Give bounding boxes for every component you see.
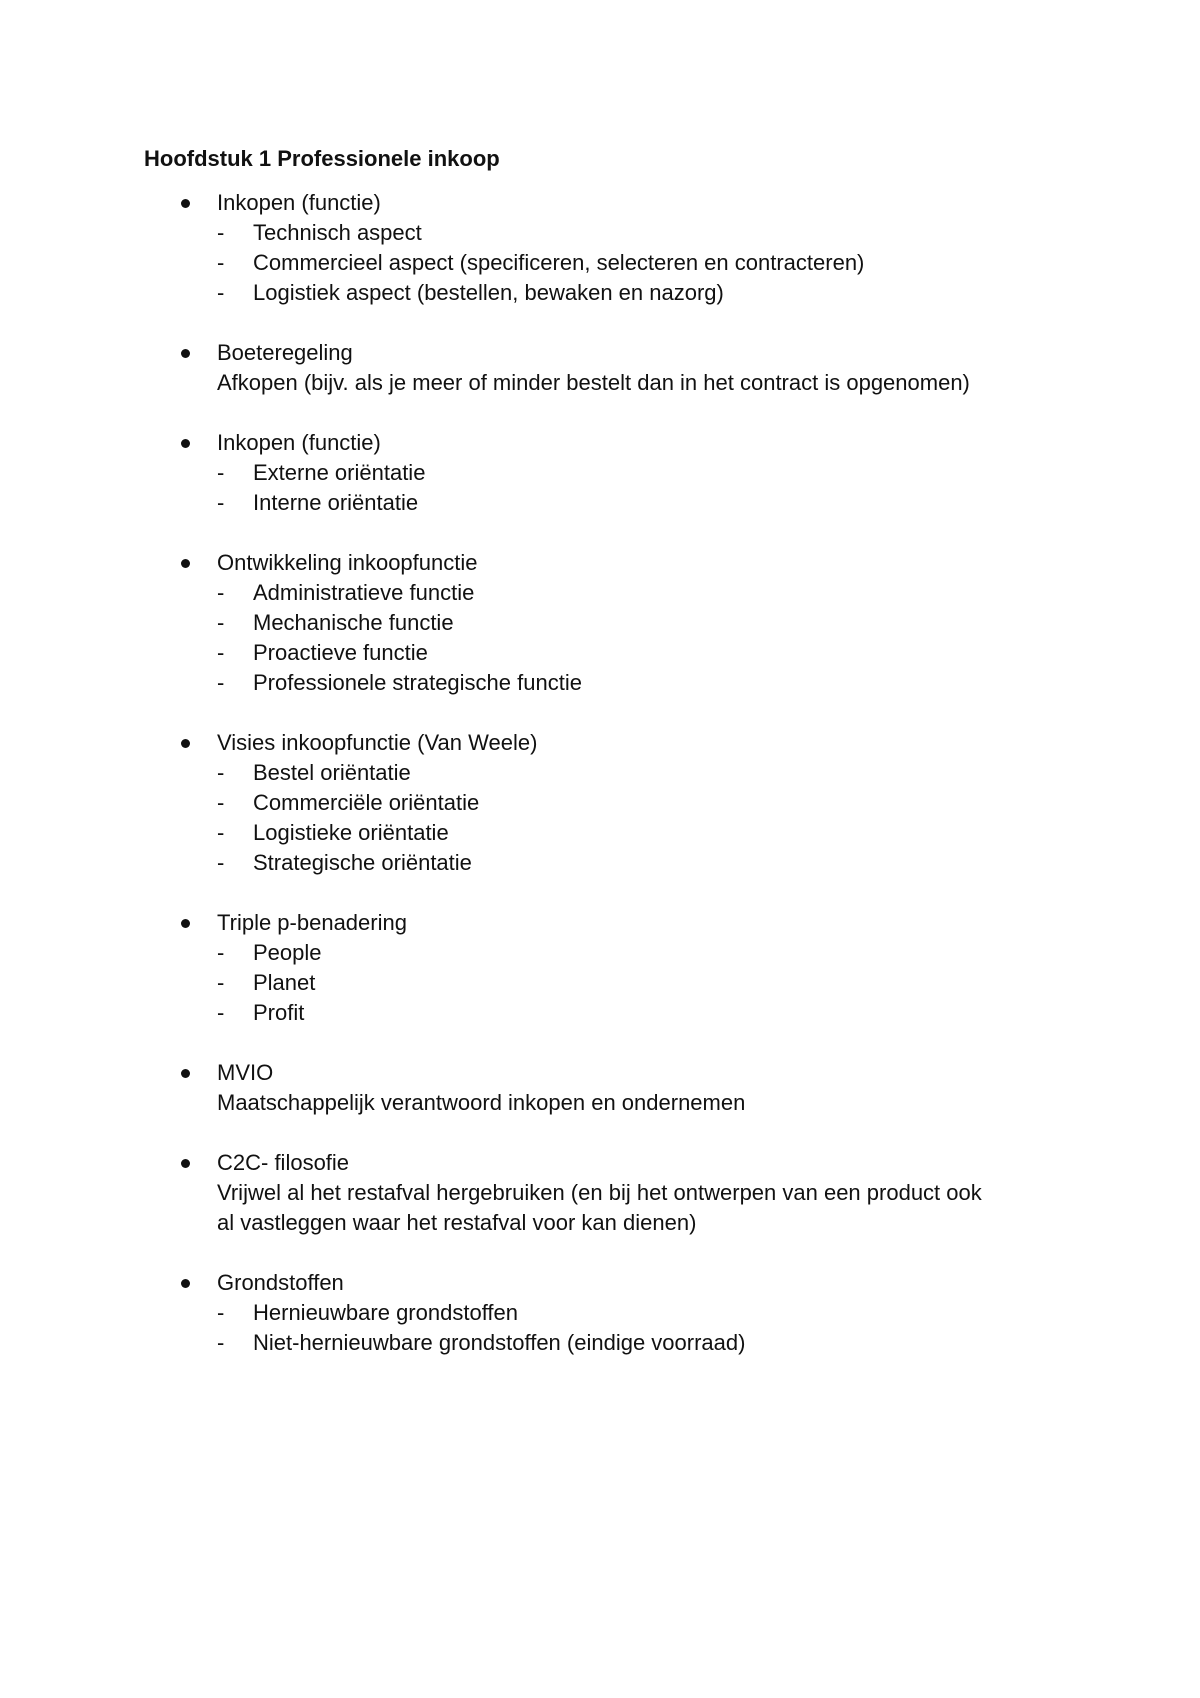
dash-item [0,668,1200,698]
dash-marker: - [217,280,225,305]
dash-item [0,818,1200,848]
dash-marker: - [217,460,225,485]
dash-item-text: Bestel oriëntatie [253,760,411,785]
dash-item-text: Professionele strategische functie [253,670,582,695]
dash-item-text: Externe oriëntatie [253,460,426,485]
bullet-dot-icon [181,559,190,568]
bullet-dot-icon [181,439,190,448]
dash-marker: - [217,790,225,815]
dash-item [0,848,1200,878]
dash-marker: - [217,1000,225,1025]
dash-item [0,938,1200,968]
bullet-item [0,428,1200,458]
dash-marker: - [217,820,225,845]
bullet-item [0,188,1200,218]
dash-item [0,248,1200,278]
dash-marker: - [217,1330,225,1355]
bullet-heading: Ontwikkeling inkoopfunctie [217,550,478,575]
dash-item-text: Planet [253,970,316,995]
bullet-item [0,1148,1200,1178]
bullet-section [0,548,1200,698]
dash-item [0,278,1200,308]
bullet-note-text: Maatschappelijk verantwoord inkopen en ondernemen [217,1090,746,1115]
dash-marker: - [217,940,225,965]
dash-marker: - [217,1300,225,1325]
bullet-dot-icon [181,1069,190,1078]
bullet-note [0,1088,1200,1118]
bullet-dot-icon [181,739,190,748]
bullet-item [0,728,1200,758]
bullet-section [0,1058,1200,1118]
bullet-note-text: Vrijwel al het restafval hergebruiken (en bij het ontwerpen van een product ook [217,1180,982,1205]
dash-marker: - [217,220,225,245]
bullet-note [0,1178,1200,1208]
bullet-section [0,338,1200,398]
dash-item [0,608,1200,638]
bullet-section [0,1148,1200,1238]
dash-marker: - [217,610,225,635]
bullet-dot-icon [181,1159,190,1168]
bullet-heading: Grondstoffen [217,1270,344,1295]
dash-item [0,968,1200,998]
bullet-note [0,368,1200,398]
dash-item-text: Hernieuwbare grondstoffen [253,1300,518,1325]
dash-item [0,638,1200,668]
bullet-heading: Inkopen (functie) [217,190,381,215]
dash-item [0,758,1200,788]
dash-item-text: Administratieve functie [253,580,475,605]
bullet-dot-icon [181,199,190,208]
dash-marker: - [217,970,225,995]
page-title: Hoofdstuk 1 Professionele inkoop [144,146,500,171]
dash-item-text: Niet-hernieuwbare grondstoffen (eindige voorraad) [253,1330,746,1355]
dash-item [0,458,1200,488]
dash-item-text: Proactieve functie [253,640,428,665]
bullet-section [0,1268,1200,1358]
bullet-heading: Boeteregeling [217,340,353,365]
bullet-dot-icon [181,349,190,358]
dash-marker: - [217,580,225,605]
bullet-heading: Inkopen (functie) [217,430,381,455]
dash-item-text: Technisch aspect [253,220,422,245]
bullet-note-text: Afkopen (bijv. als je meer of minder bestelt dan in het contract is opgenomen) [217,370,970,395]
bullet-section [0,728,1200,878]
dash-marker: - [217,490,225,515]
dash-item [0,578,1200,608]
bullet-item [0,908,1200,938]
dash-marker: - [217,670,225,695]
dash-item-text: Strategische oriëntatie [253,850,472,875]
dash-item [0,998,1200,1028]
section-list [0,188,1200,1388]
bullet-heading: MVIO [217,1060,274,1085]
dash-item-text: Commerciële oriëntatie [253,790,480,815]
dash-item-text: Commercieel aspect (specificeren, selecteren en contracteren) [253,250,865,275]
dash-marker: - [217,640,225,665]
bullet-heading: Triple p-benadering [217,910,407,935]
dash-item-text: Interne oriëntatie [253,490,419,515]
bullet-item [0,338,1200,368]
bullet-dot-icon [181,1279,190,1288]
bullet-section [0,908,1200,1028]
bullet-dot-icon [181,919,190,928]
dash-marker: - [217,250,225,275]
dash-item [0,788,1200,818]
dash-item-text: People [253,940,322,965]
dash-item [0,1328,1200,1358]
dash-item [0,488,1200,518]
bullet-note-text: al vastleggen waar het restafval voor kan dienen) [217,1210,697,1235]
bullet-item [0,548,1200,578]
bullet-heading: C2C- filosofie [217,1150,350,1175]
bullet-note [0,1208,1200,1238]
dash-item [0,1298,1200,1328]
bullet-item [0,1058,1200,1088]
bullet-item [0,1268,1200,1298]
dash-item-text: Logistieke oriëntatie [253,820,449,845]
dash-item-text: Mechanische functie [253,610,454,635]
dash-marker: - [217,760,225,785]
dash-item-text: Profit [253,1000,305,1025]
bullet-section [0,428,1200,518]
dash-marker: - [217,850,225,875]
bullet-section [0,188,1200,308]
bullet-heading: Visies inkoopfunctie (Van Weele) [217,730,538,755]
dash-item-text: Logistiek aspect (bestellen, bewaken en nazorg) [253,280,724,305]
dash-item [0,218,1200,248]
